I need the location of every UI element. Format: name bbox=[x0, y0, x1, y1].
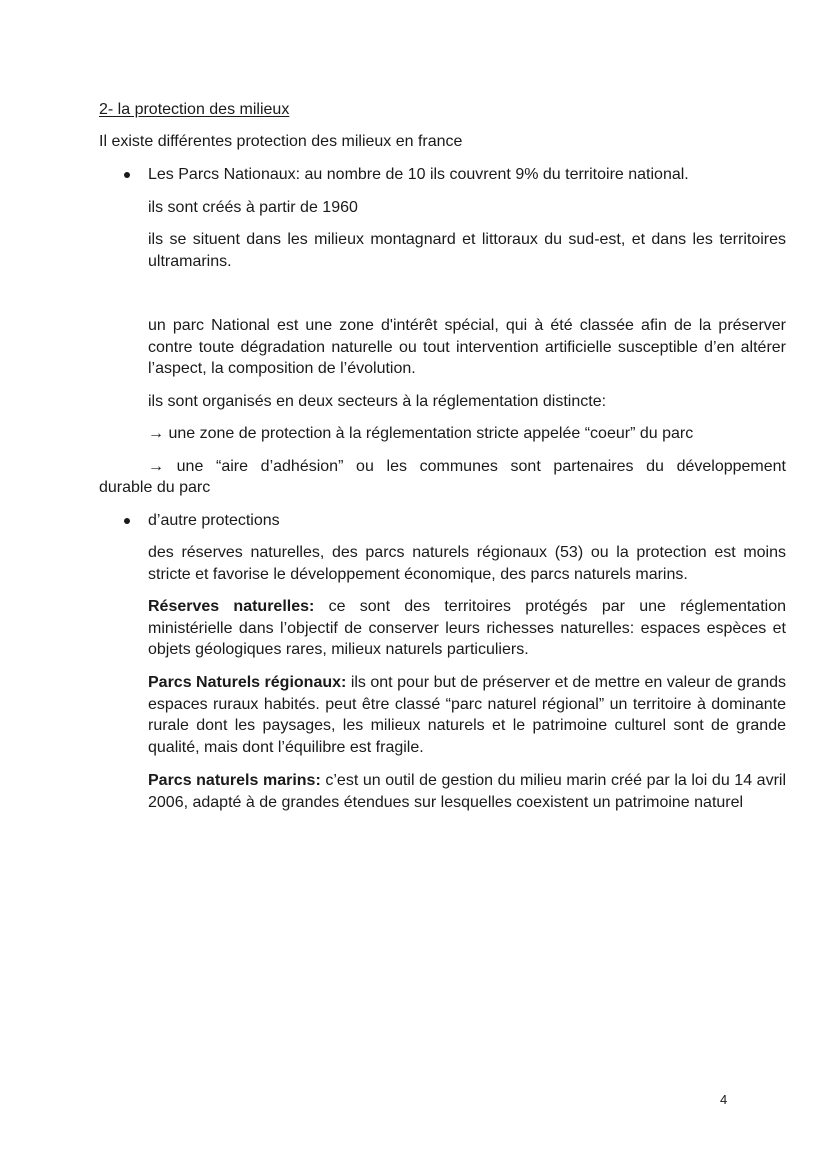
section-heading: 2- la protection des milieux bbox=[99, 101, 290, 118]
parcs-nationaux-definition: un parc National est une zone d'intérêt spécial, qui à été classée afin de la préserver contre toute dégradation naturelle ou tout intervention artificielle susceptible d’en altérer l’aspect, la composition de l’évolution. bbox=[148, 317, 786, 377]
sector-aire-adhesion-end: durable du parc bbox=[99, 479, 211, 496]
parcs-nationaux-created: ils sont créés à partir de 1960 bbox=[148, 199, 358, 216]
bullet-autres-protections: d’autre protections bbox=[148, 512, 280, 529]
parcs-regionaux-term: Parcs Naturels régionaux: bbox=[148, 674, 347, 691]
parcs-nationaux-sectors: ils sont organisés en deux secteurs à la réglementation distincte: bbox=[148, 393, 607, 410]
bullet-parcs-nationaux: Les Parcs Nationaux: au nombre de 10 ils couvrent 9% du territoire national. bbox=[148, 166, 689, 183]
parcs-regionaux-text: ils ont pour but de préserver et de mettre en valeur de grands espaces ruraux habités. peut être classé “parc naturel régional” un territoire à dominante rurale dont les paysages, les milieux naturels et le patrimoine culturel sont de grande qualité, mais dont l’équilibre est fragile. bbox=[148, 674, 786, 756]
parcs-marins-paragraph bbox=[148, 770, 786, 813]
parcs-marins-term: Parcs naturels marins: bbox=[148, 772, 321, 789]
section-intro: Il existe différentes protection des milieux en france bbox=[99, 133, 463, 150]
page-number: 4 bbox=[720, 1092, 728, 1107]
sector-aire-adhesion: → une “aire d’adhésion” ou les communes sont partenaires du développement bbox=[148, 458, 786, 475]
reserves-naturelles-term: Réserves naturelles: bbox=[148, 598, 315, 615]
bullet-dot-icon bbox=[124, 518, 130, 524]
parcs-marins-text: c’est un outil de gestion du milieu marin créé par la loi du 14 avril 2006, adapté à de grandes étendues sur lesquelles coexistent un patrimoine naturel bbox=[148, 772, 787, 811]
sector-coeur: → une zone de protection à la réglementation stricte appelée “coeur” du parc bbox=[148, 425, 694, 442]
parcs-nationaux-location: ils se situent dans les milieux montagnard et littoraux du sud-est, et dans les territoires ultramarins. bbox=[148, 231, 786, 270]
parcs-regionaux-paragraph bbox=[148, 672, 786, 758]
reserves-naturelles-text: ce sont des territoires protégés par une réglementation ministérielle dans l’objectif de conserver leurs richesses naturelles: espaces espèces et objets géologiques rares, milieux naturels particuliers. bbox=[148, 598, 787, 658]
autres-intro: des réserves naturelles, des parcs naturels régionaux (53) ou la protection est moins stricte et favorise le développement économique, des parcs naturels marins. bbox=[148, 544, 786, 583]
reserves-naturelles-paragraph bbox=[148, 596, 786, 661]
bullet-dot-icon bbox=[124, 172, 130, 178]
